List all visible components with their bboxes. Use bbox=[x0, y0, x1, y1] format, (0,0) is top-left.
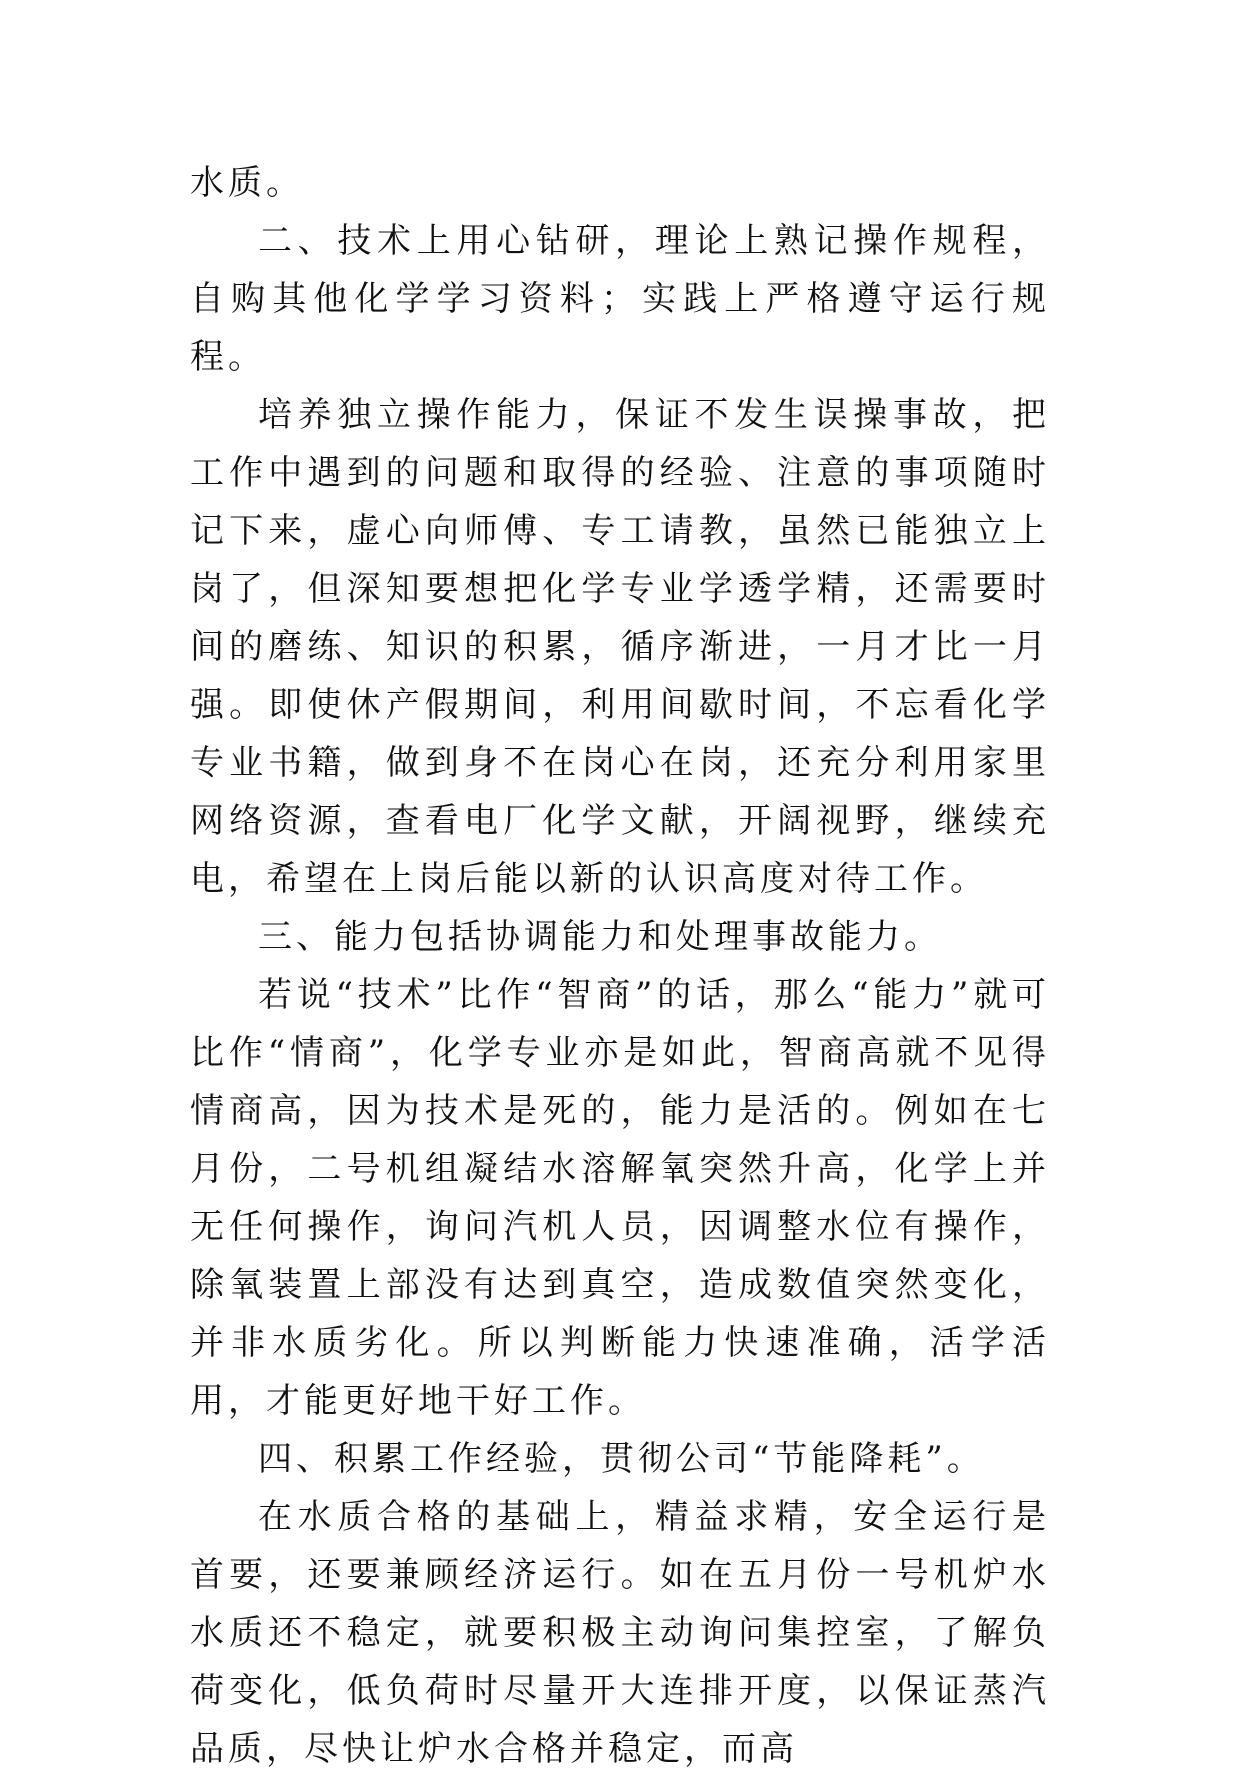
paragraph-ability-example: 若说“技术”比作“智商”的话，那么“能力”就可比作“情商”，化学专业亦是如此，智商高就不见得情商高，因为技术是死的，能力是活的。例如在七月份，二号机组凝结水溶解氧突然升高，化学上并无任何操作，询问汽机人员，因调整水位有操作，除氧装置上部没有达到真空，造成数值突然变化，并非水质劣化。所以判断能力快速准确，活学活用，才能更好地干好工作。 bbox=[190, 975, 1050, 1421]
paragraph-independent-operation: 培养独立操作能力，保证不发生误操事故，把工作中遇到的问题和取得的经验、注意的事项随时记下来，虚心向师傅、专工请教，虽然已能独立上岗了，但深知要想把化学专业学透学精，还需要时间的磨练、知识的积累，循序渐进，一月才比一月强。即使休产假期间，利用间歇时间，不忘看化学专业书籍，做到身不在岗心在岗，还充分利用家里网络资源，查看电厂化学文献，开阔视野，继续充电，希望在上岗后能以新的认识高度对待工作。 bbox=[190, 395, 1050, 899]
document-body bbox=[190, 154, 1050, 1778]
paragraph-continuation: 水质。 bbox=[190, 163, 304, 203]
paragraph-section-three-heading: 三、能力包括协调能力和处理事故能力。 bbox=[258, 917, 942, 957]
paragraph-section-two-heading: 二、技术上用心钻研，理论上熟记操作规程，自购其他化学学习资料；实践上严格遵守运行规程。 bbox=[190, 221, 1050, 377]
paragraph-economic-operation: 在水质合格的基础上，精益求精，安全运行是首要，还要兼顾经济运行。如在五月份一号机炉水水质还不稳定，就要积极主动询问集控室，了解负荷变化，低负荷时尽量开大连排开度，以保证蒸汽品质，尽快让炉水合格并稳定，而高 bbox=[190, 1497, 1050, 1769]
paragraph-section-four-heading: 四、积累工作经验，贯彻公司“节能降耗”。 bbox=[258, 1439, 985, 1479]
